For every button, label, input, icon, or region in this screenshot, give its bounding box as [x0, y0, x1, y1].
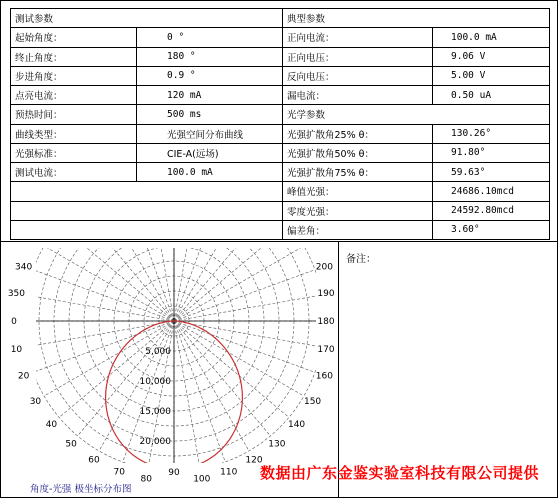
grid-spoke	[123, 242, 174, 321]
polar-grid	[24, 242, 324, 471]
test-param-label: 终止角度：	[11, 47, 137, 66]
param-value: 59.63°	[433, 163, 550, 182]
empty-cell	[11, 201, 283, 220]
angle-label: 120	[245, 455, 263, 466]
param-value: 9.06 V	[433, 47, 550, 66]
angle-label: 150	[303, 397, 322, 407]
angle-label: 60	[88, 455, 100, 466]
note-label: 备注：	[346, 254, 376, 265]
test-param-label: 预热时间：	[11, 105, 137, 124]
test-param-value: CIE-A(远场)	[137, 143, 283, 162]
param-value: 130.26°	[433, 124, 550, 143]
param-label: 正向电压：	[283, 47, 433, 66]
right-header: 典型参数	[283, 9, 550, 28]
angle-label: 50	[65, 439, 77, 450]
credit-text: 数据由广东金鉴实验室科技有限公司提供	[260, 464, 540, 482]
parameter-table	[10, 8, 550, 240]
angle-label: 40	[45, 419, 58, 430]
grid-spoke	[174, 242, 200, 321]
angle-label: 30	[29, 397, 42, 407]
test-param-label: 曲线类型：	[11, 124, 137, 143]
test-param-value: 120 mA	[137, 86, 283, 105]
test-param-value: 180 °	[137, 47, 283, 66]
param-label: 偏差角：	[283, 220, 433, 239]
angle-label: 10	[10, 344, 23, 355]
grid-spoke	[174, 242, 289, 321]
angle-label: 20	[17, 371, 30, 382]
test-param-label: 光强标准：	[11, 143, 137, 162]
param-value: 0.50 uA	[433, 86, 550, 105]
angle-label: 190	[317, 289, 335, 300]
radial-tick-label: 15,000	[139, 407, 171, 417]
grid-spoke	[148, 242, 174, 321]
param-value: 5.00 V	[433, 66, 550, 85]
optical-header: 光学参数	[283, 105, 550, 124]
radial-tick-label: 10,000	[139, 377, 171, 387]
grid-spoke	[174, 242, 249, 321]
test-param-value: 光强空间分布曲线	[137, 124, 283, 143]
empty-cell	[11, 182, 283, 201]
angle-label: 340	[15, 262, 33, 273]
angle-label: 200	[315, 262, 333, 273]
chart-note-divider	[338, 242, 339, 498]
param-label: 零度光强：	[283, 201, 433, 220]
grid-spoke	[59, 242, 174, 321]
angle-label: 350	[7, 289, 26, 300]
test-param-value: 0.9 °	[137, 66, 283, 85]
angle-label: 90	[168, 468, 180, 478]
angle-label: 140	[287, 419, 306, 430]
param-label: 光强扩散角75% θ：	[283, 163, 433, 182]
angle-label: 110	[220, 467, 238, 478]
angle-label: 180	[317, 317, 335, 327]
test-param-label: 步进角度：	[11, 66, 137, 85]
param-label: 漏电流：	[283, 86, 433, 105]
angle-label: 170	[317, 344, 335, 355]
chart-caption: 角度-光强 极坐标分布图	[30, 484, 132, 495]
radial-tick-label: 5,000	[145, 347, 171, 357]
param-value: 91.80°	[433, 143, 550, 162]
angle-label: 100	[193, 474, 211, 485]
param-label: 正向电流：	[283, 28, 433, 47]
angle-label: 70	[113, 467, 126, 478]
param-label: 光强扩散角50% θ：	[283, 143, 433, 162]
param-value: 3.60°	[433, 220, 550, 239]
test-param-label: 测试电流：	[11, 163, 137, 182]
angle-label: 0	[11, 317, 17, 327]
test-param-value: 0 °	[137, 28, 283, 47]
param-value: 24592.80mcd	[433, 201, 550, 220]
param-value: 100.0 mA	[433, 28, 550, 47]
test-param-value: 100.0 mA	[137, 163, 283, 182]
test-param-label: 起始角度：	[11, 28, 137, 47]
test-param-label: 点亮电流：	[11, 86, 137, 105]
test-param-value: 500 ms	[137, 105, 283, 124]
param-label: 峰值光强：	[283, 182, 433, 201]
empty-cell	[11, 220, 283, 239]
angle-label: 130	[268, 439, 286, 450]
radial-tick-label: 20,000	[139, 437, 171, 447]
angle-label: 80	[140, 474, 152, 485]
polar-chart	[0, 242, 338, 498]
angle-label: 160	[315, 371, 333, 382]
param-value: 24686.10mcd	[433, 182, 550, 201]
left-header: 测试参数	[11, 9, 283, 28]
param-label: 反向电压：	[283, 66, 433, 85]
param-label: 光强扩散角25% θ：	[283, 124, 433, 143]
